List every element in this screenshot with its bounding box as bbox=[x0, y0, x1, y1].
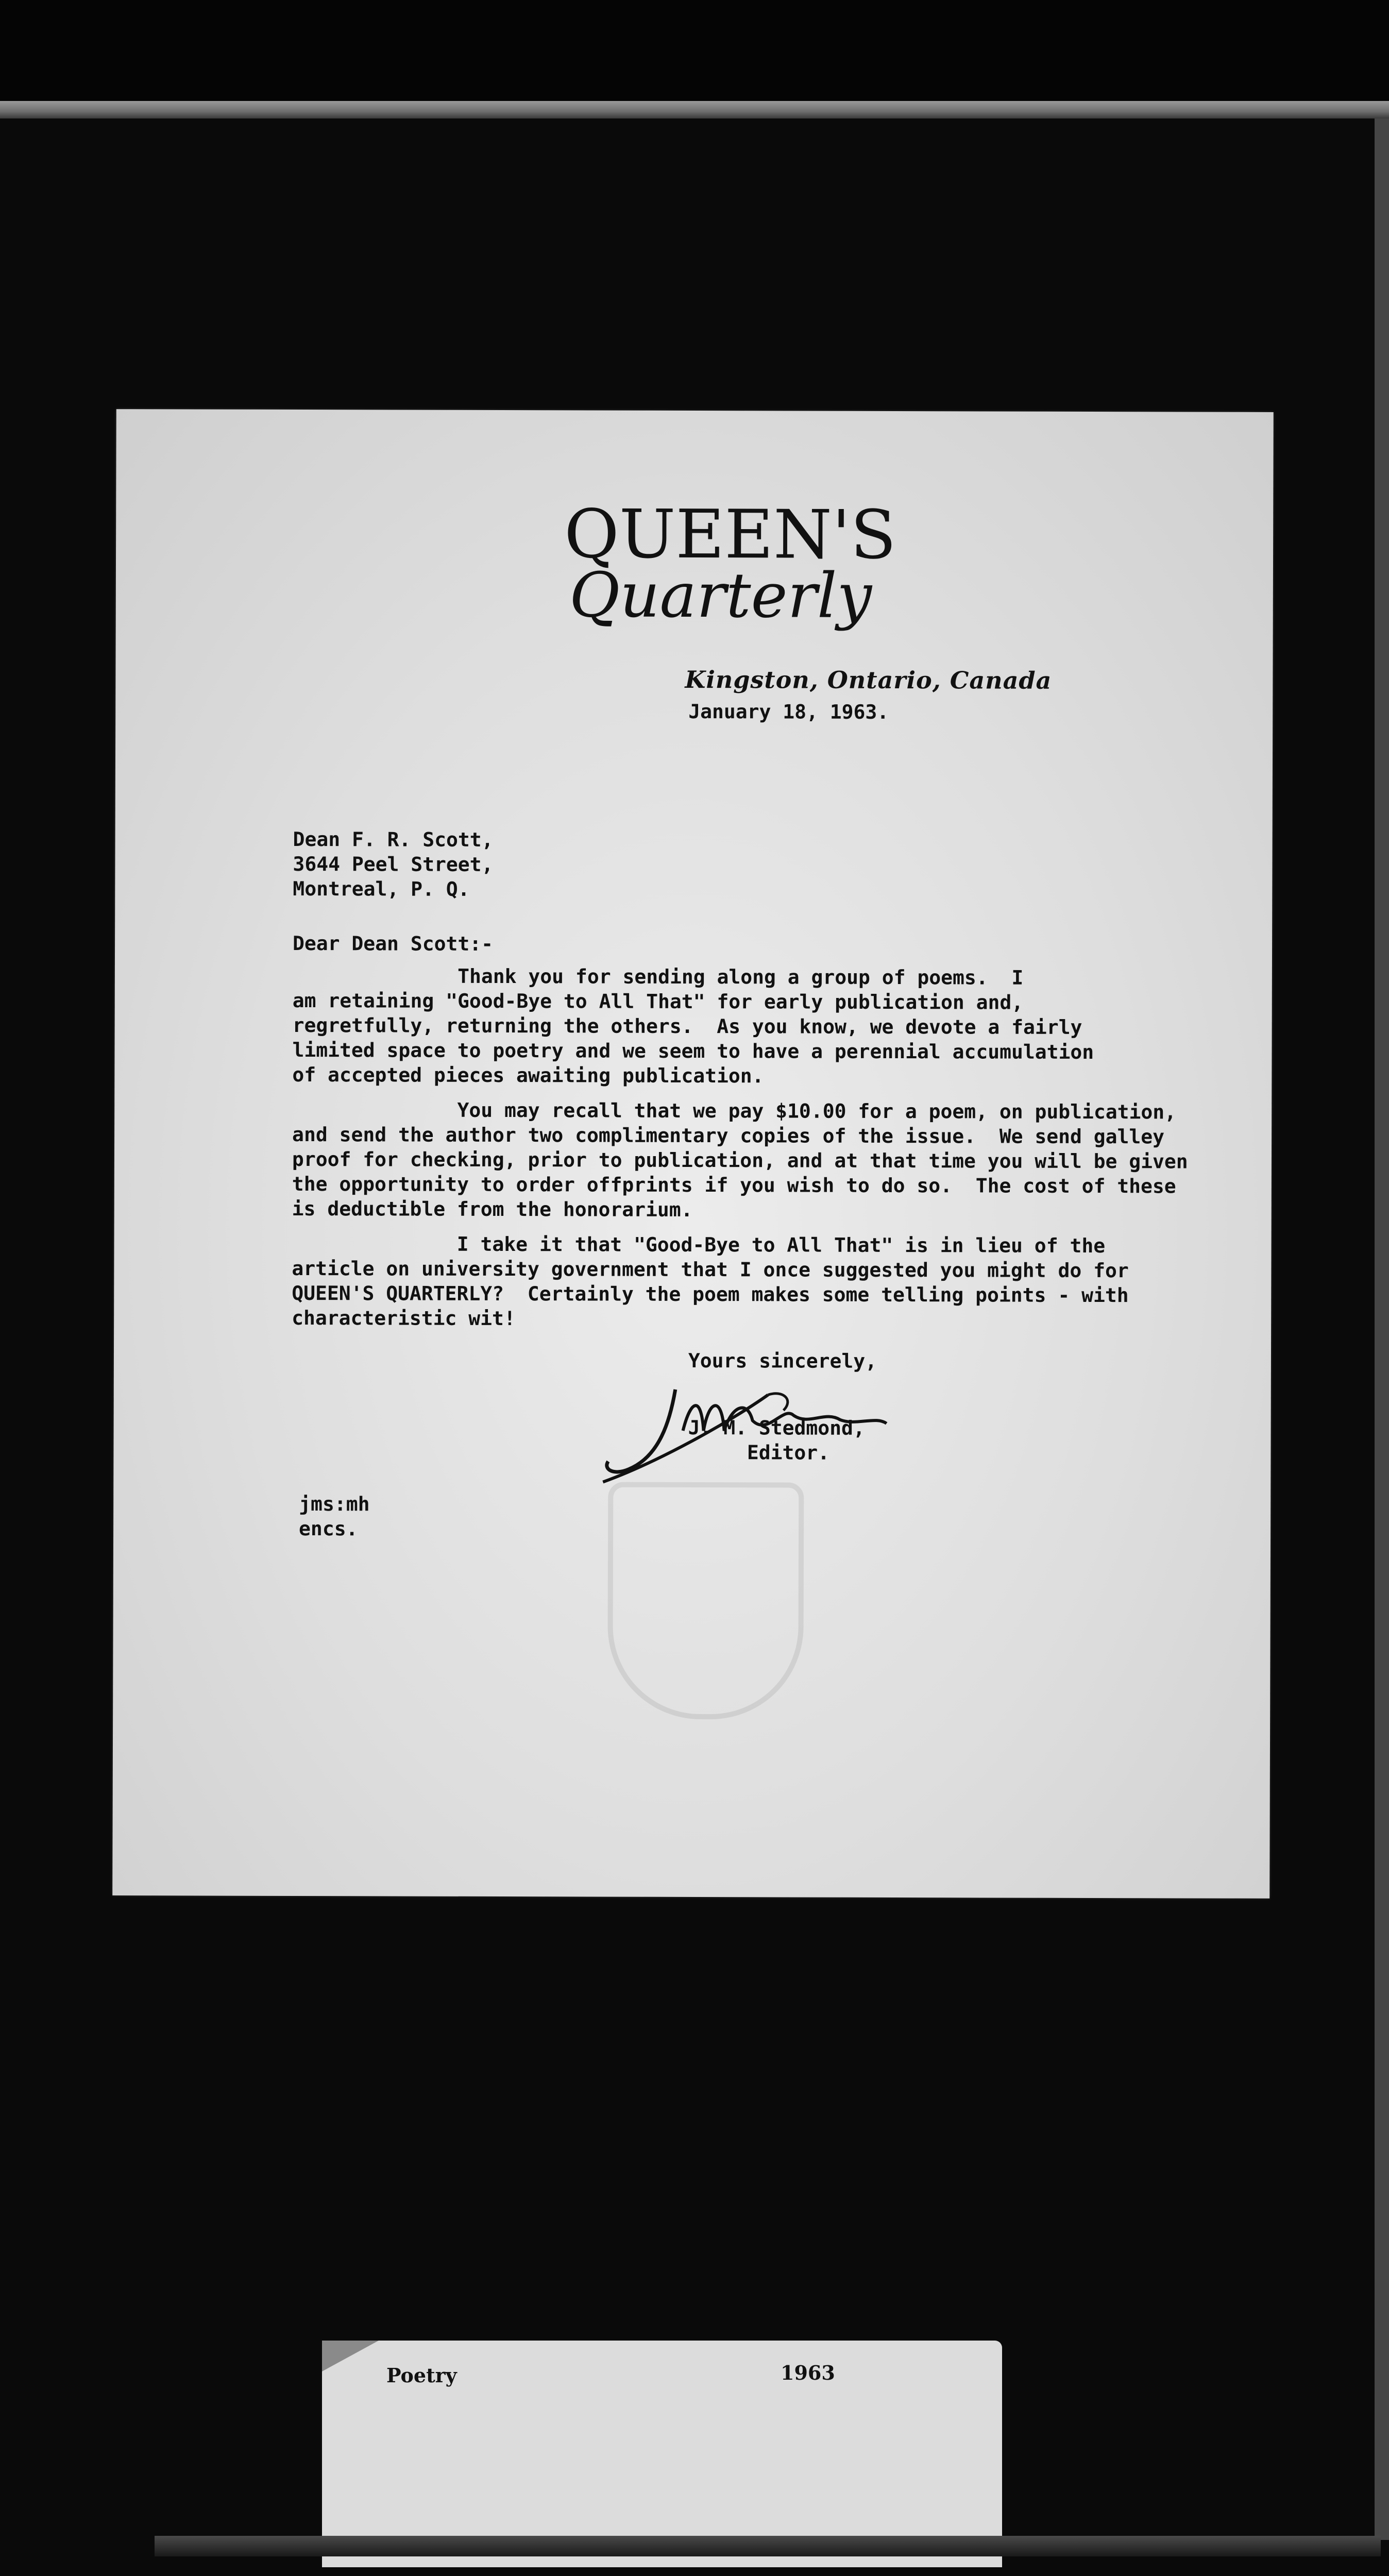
queens-quarterly-logo bbox=[554, 487, 967, 643]
watermark-crest bbox=[607, 1482, 804, 1720]
reference-initials bbox=[299, 1492, 370, 1541]
card-category: Poetry bbox=[386, 2364, 457, 2387]
enclosures-note: encs. bbox=[299, 1517, 358, 1540]
text-line: regretfully, returning the others. As you know, we devote a fairly bbox=[292, 1013, 1082, 1039]
logo-line2: Quarterly bbox=[569, 560, 872, 632]
logo-line1: QUEEN'S bbox=[564, 495, 896, 574]
paragraph-2 bbox=[292, 1097, 1188, 1224]
signer-name: J. M. Stedmond, bbox=[688, 1416, 865, 1439]
signature-block bbox=[688, 1415, 865, 1465]
paragraph-1 bbox=[292, 963, 1094, 1089]
text-line: proof for checking, prior to publication, and at that time you will be given bbox=[292, 1147, 1188, 1173]
film-bottom-edge bbox=[155, 2536, 1381, 2556]
text-line: limited space to poetry and we seem to have a perennial accumulation bbox=[292, 1038, 1094, 1064]
text-line: QUEEN'S QUARTERLY? Certainly the poem makes some telling points - with bbox=[292, 1281, 1129, 1307]
card-year: 1963 bbox=[781, 2361, 835, 2384]
text-line: am retaining "Good-Bye to All That" for early publication and, bbox=[292, 989, 1024, 1014]
address-line: Montreal, P. Q. bbox=[293, 877, 470, 901]
text-line: Thank you for sending along a group of poems. I bbox=[292, 964, 1024, 989]
closing: Yours sincerely, bbox=[688, 1349, 877, 1372]
film-top-border bbox=[0, 0, 1389, 103]
text-line: You may recall that we pay $10.00 for a poem, on publication, bbox=[292, 1098, 1177, 1124]
logo-wordmark bbox=[554, 487, 967, 643]
signer-title: Editor. bbox=[688, 1440, 830, 1464]
text-line: of accepted pieces awaiting publication. bbox=[292, 1063, 764, 1088]
text-line: characteristic wit! bbox=[292, 1306, 516, 1330]
letter-page bbox=[112, 409, 1274, 1899]
recipient-address bbox=[293, 827, 493, 902]
archive-index-card bbox=[322, 2341, 1002, 2567]
text-line: the opportunity to order offprints if you wish to do so. The cost of these bbox=[292, 1172, 1176, 1198]
salutation: Dear Dean Scott:- bbox=[293, 931, 494, 955]
paragraph-3 bbox=[292, 1231, 1129, 1332]
film-top-edge bbox=[0, 101, 1389, 118]
text-line: and send the author two complimentary copies of the issue. We send galley bbox=[292, 1123, 1165, 1148]
letterhead-place: Kingston, Ontario, Canada bbox=[685, 665, 1052, 694]
text-line: I take it that "Good-Bye to All That" is in lieu of the bbox=[292, 1232, 1106, 1258]
address-line: 3644 Peel Street, bbox=[293, 852, 494, 876]
film-right-edge bbox=[1375, 118, 1389, 2540]
typist-initials: jms:mh bbox=[299, 1493, 370, 1516]
address-line: Dean F. R. Scott, bbox=[293, 827, 494, 851]
text-line: is deductible from the honorarium. bbox=[292, 1197, 693, 1221]
text-line: article on university government that I once suggested you might do for bbox=[292, 1257, 1129, 1282]
paper-watermark bbox=[370, 1440, 1041, 1854]
card-corner bbox=[322, 2341, 379, 2371]
letter-date: January 18, 1963. bbox=[688, 700, 889, 723]
